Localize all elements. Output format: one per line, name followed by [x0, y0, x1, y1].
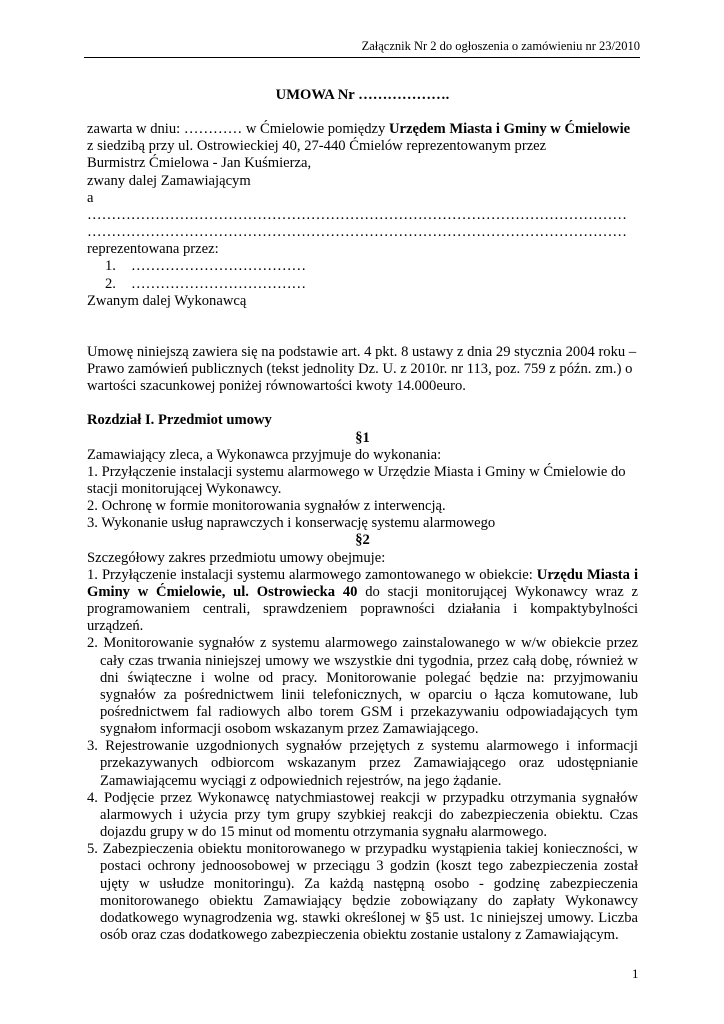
representatives-list: [87, 258, 638, 292]
representative-blank: ………………………………: [131, 275, 307, 292]
section-2-item: 4. Podjęcie przez Wykonawcę natychmiastowej reakcji w przypadku otrzymania sygnałów alarmowych i użycia przy tym grupy szybkiej reakcji do zabezpieczenia obiektu. Czas dojazdu grupy w do 15 minut od momentu otrzymania sygnału alarmowego.: [87, 789, 638, 841]
section-2-intro: Szczegółowy zakres przedmiotu umowy obejmuje:: [87, 549, 386, 566]
contract-body: [87, 87, 638, 944]
section-2-item: 2. Monitorowanie sygnałów z systemu alarmowego zainstalowanego w w/w obiekcie przez cały czas trwania niniejszej umowy we wszystkie dni tygodnia, przez całą dobę, również w dni świąteczne i wolne od pracy. Monitorowanie polegać będzie na: przyjmowaniu sygnałów za pośrednictwem linii telefonicznych, w oparciu o łącza komutowane, lub pośrednictwem fal radiowych albo torem GSM i przekazywaniu odpowiadających tym sygnałom informacji osobom wskazanym przez Zamawiającego.: [87, 635, 638, 738]
contractor-blank-line-1: …………………………………………………………………………………………………: [87, 206, 627, 223]
parties-line-2: z siedzibą przy ul. Ostrowieckiej 40, 27-440 Ćmielów reprezentowanym przez: [87, 138, 547, 155]
represented-by-label: reprezentowana przez:: [87, 241, 219, 258]
parties-line-1-text: zawarta w dniu: ………… w Ćmielowie pomiędzy: [87, 121, 389, 138]
section-1-sign: §1: [355, 429, 370, 446]
parties-line-5: a: [87, 189, 94, 206]
page-number: 1: [632, 966, 639, 981]
section-2-item: 3. Rejestrowanie uzgodnionych sygnałów przejętych z systemu alarmowego i informacji przekazywanych odbiorcom wskazanym przez Zamawiającego oraz udostępnianie Zamawiającemu wyciągi z odpowiednich rejestrów, na jego żądanie.: [87, 738, 638, 789]
parties-line-3: Burmistrz Ćmielowa - Jan Kuśmierza,: [87, 155, 312, 172]
contractor-label: Zwanym dalej Wykonawcą: [87, 292, 247, 309]
section-1-intro: Zamawiający zleca, a Wykonawca przyjmuje do wykonania:: [87, 446, 442, 463]
representative-item: [87, 276, 638, 293]
representative-number: 1.: [105, 258, 116, 275]
contractor-blank-line-2: …………………………………………………………………………………………………: [87, 224, 627, 241]
representative-blank: ………………………………: [131, 258, 307, 275]
section-1-item: 3. Wykonanie usług naprawczych i konserwację systemu alarmowego: [87, 515, 496, 532]
section-2-item-1-text: 1. Przyłączenie instalacji systemu alarmowego zamontowanego w obiekcie:: [87, 566, 537, 583]
parties-line-1: [87, 121, 638, 138]
section-2-item: 5. Zabezpieczenia obiektu monitorowanego w przypadku wystąpienia takiej konieczności, w postaci ochrony jednoosobowej w przeciągu 3 godzin (koszt tego zabezpieczenia został ujęty w usłudze monitoringu). Za każdą następną osobo - godzinę zabezpieczenia monitorowanego obiektu Zamawiający będzie zobowiązany do zapłaty Wykonawcy dodatkowego wynagrodzenia wg. stawki określonej w §5 ust. 1c niniejszej umowy. Liczba osób oraz czas dodatkowego zabezpieczenia obiektu zostanie ustalony z Zamawiającym.: [87, 841, 638, 944]
section-1-item: 2. Ochronę w formie monitorowania sygnałów z interwencją.: [87, 498, 446, 515]
section-2-item: [87, 567, 638, 636]
ordering-party-name: Urzędem Miasta i Gminy w Ćmielowie: [388, 121, 631, 138]
header-rule: [84, 57, 640, 58]
attachment-header: Załącznik Nr 2 do ogłoszenia o zamówieniu nr 23/2010: [361, 39, 640, 53]
contract-title: UMOWA Nr ……………….: [275, 87, 450, 103]
section-2-sign: §2: [355, 532, 370, 549]
parties-line-4: zwany dalej Zamawiającym: [87, 172, 251, 189]
office-address: Urzędu Miasta i Gminy w Ćmielowie, ul. Ostrowiecka 40: [87, 566, 638, 600]
chapter-1-heading: Rozdział I. Przedmiot umowy: [87, 412, 272, 429]
representative-item: [87, 258, 638, 275]
legal-basis-paragraph: Umowę niniejszą zawiera się na podstawie art. 4 pkt. 8 ustawy z dnia 29 stycznia 2004 roku – Prawo zamówień publicznych (tekst jednolity Dz. U. z 2010r. nr 113, poz. 759 z późn. zm.) o wartości szacunkowej poniżej równowartości kwoty 14.000euro.: [87, 343, 637, 395]
section-2-item-1-suffix: do stacji monitorującej Wykonawcy wraz z programowaniem centrali, sprawdzeniem poprawności działania i kompaktybylności urządzeń.: [87, 583, 638, 635]
representative-number: 2.: [105, 275, 116, 292]
section-1-item: 1. Przyłączenie instalacji systemu alarmowego w Urzędzie Miasta i Gminy w Ćmielowie do stacji monitorującej Wykonawcy.: [87, 463, 626, 497]
spacer: [87, 310, 638, 344]
